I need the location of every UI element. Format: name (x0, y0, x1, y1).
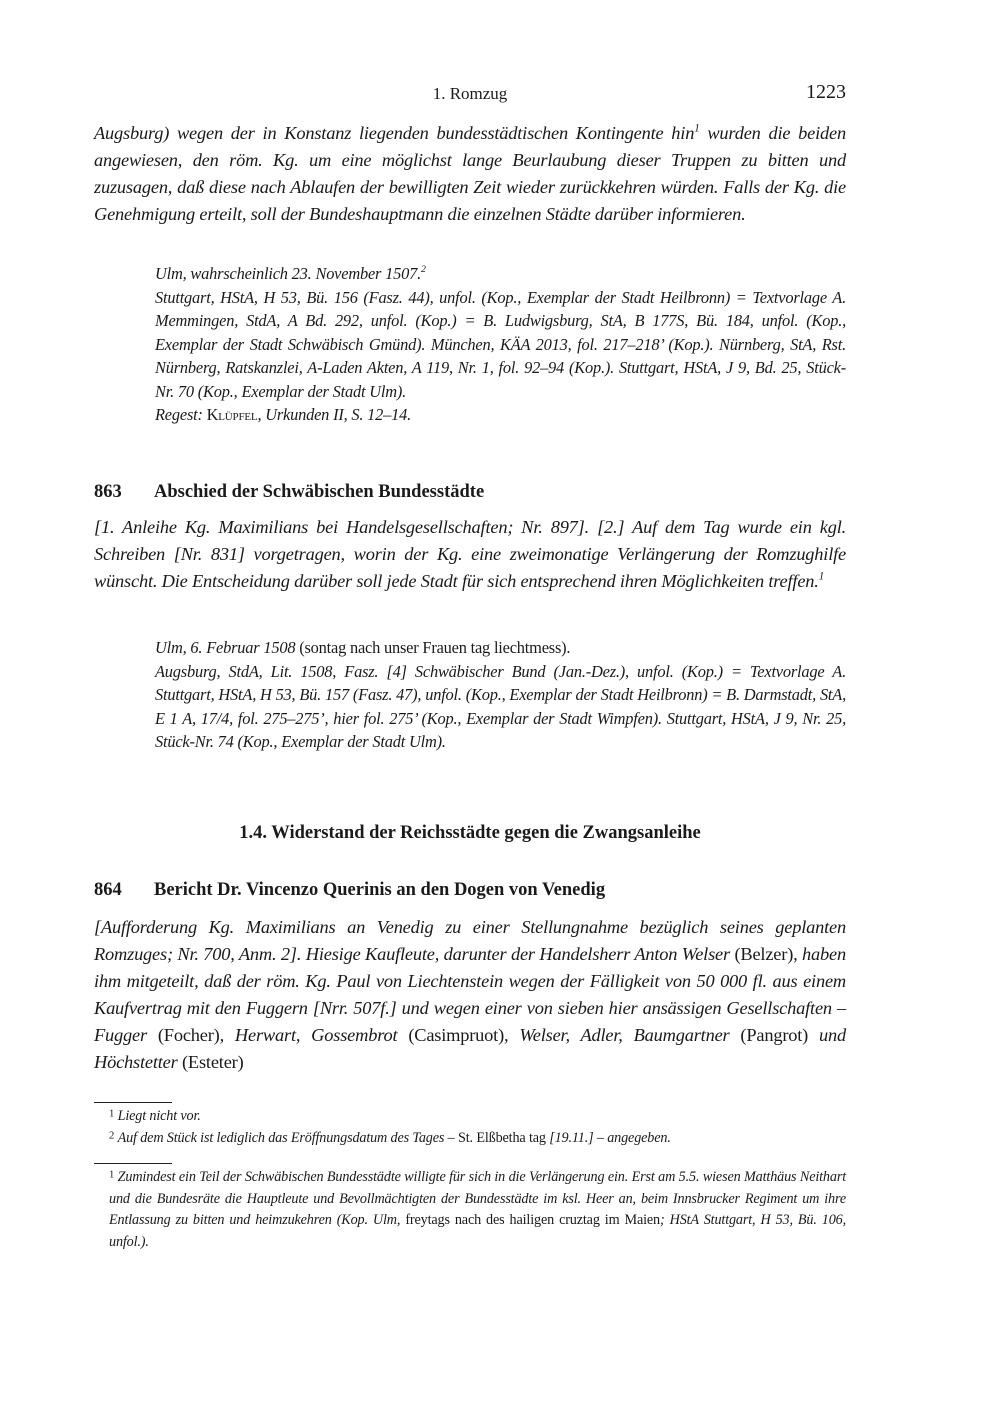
text: wurden die beiden angewiesen, den röm. Kg. um eine möglichst lange Beurlaubung dieser Truppen zu bitten und zuzusagen, daß diese nach Ablaufen der bewilligten Zeit wieder zurückkehren würden. Falls der Kg. die Genehmigung erteilt, soll der Bundeshauptmann die einzelnen Städte darüber informieren. (94, 123, 846, 224)
section-heading: 1.4. Widerstand der Reichsstädte gegen die Zwangsanleihe (239, 823, 701, 843)
date-line: Ulm, 6. Februar 1508 (sontag nach unser Frauen tag liechtmess). (155, 638, 571, 657)
source-block-863 (155, 636, 846, 754)
paragraph-continued (94, 120, 846, 228)
running-title: 1. Romzug (432, 84, 508, 103)
footnote-rule (94, 1163, 172, 1164)
footnotes-a (94, 1106, 846, 1149)
source-block-862 (155, 262, 846, 427)
footnote: $^1$ Zumindest ein Teil der Schwäbischen Bundesstädte willigte für sich in die Verlängerung ein. Erst am 5.5. wiesen Matthäus Neithart und die Bundesräte die Hauptleute und Bevollmächtigten der Bundesstädte im ksl. Heer an, beim Innsbrucker Regiment um ihre Entlassung zu bitten und heimzukehren (Kop. Ulm, freytags nach des hailigen cruztag im Maien; HStA Stuttgart, H 53, Bü. 106, unfol.). (109, 1169, 846, 1250)
document-heading-864: 864 Bericht Dr. Vincenzo Querinis an den Dogen von Venedig (94, 880, 606, 900)
page-number: 1223 (806, 81, 846, 103)
document-heading-863: 863 Abschied der Schwäbischen Bundesstädte (94, 482, 485, 502)
footnote: $^2$ Auf dem Stück ist lediglich das Eröffnungsdatum des Tages – St. Elßbetha tag [19.11.] – angegeben. (109, 1129, 671, 1146)
footnotes-b (94, 1167, 846, 1253)
footnote-rule (94, 1102, 172, 1103)
archives: Stuttgart, HStA, H 53, Bü. 156 (Fasz. 44), unfol. (Kop., Exemplar der Stadt Heilbronn) = Textvorlage A. Memmingen, StdA, A Bd. 292, unfol. (Kop.) = B. Ludwigsburg, StA, B 177S, Bü. 184, unfol. (Kop., Exemplar der Stadt Schwäbisch Gmünd). München, KÄA 2013, fol. 217–218’ (Kop.). Nürnberg, StA, Rst. Nürnberg, Ratskanzlei, A-Laden Akten, A 119, Nr. 1, fol. 92–94 (Kop.). Stuttgart, HStA, J 9, Bd. 25, Stück-Nr. 70 (Kop., Exemplar der Stadt Ulm). (155, 287, 846, 401)
text: Augsburg) wegen der in Konstanz liegenden bundesstädtischen Kontingente hin (94, 123, 695, 143)
summary-863: [1. Anleihe Kg. Maximilians bei Handelsgesellschaften; Nr. 897]. [2.] Auf dem Tag wurde ein kgl. Schreiben [Nr. 831] vorgetragen, worin der Kg. eine zweimonatige Verlängerung der Romzughilfe wünscht. Die Entscheidung darüber soll jede Stadt für sich entsprechend ihren Möglichkeiten treffen.$^1$ (94, 517, 846, 591)
date-line: Ulm, wahrscheinlich 23. November 1507.$^2$ (155, 264, 426, 283)
summary-864: [Aufforderung Kg. Maximilians an Venedig zu einer Stellungnahme bezüglich seines geplanten Romzuges; Nr. 700, Anm. 2]. Hiesige Kaufleute, darunter der Handelsherr Anton Welser (Belzer), haben ihm mitgeteilt, daß der röm. Kg. Paul von Liechtenstein wegen der Fälligkeit von 50 000 fl. aus einem Kaufvertrag mit den Fuggern [Nrr. 507f.] und wegen einer von sieben hier ansässigen Gesellschaften – Fugger (Focher), Herwart, Gossembrot (Casimpruot), Welser, Adler, Baumgartner (Pangrot) und Höchstetter (Esteter) (94, 917, 847, 1072)
regest: Regest: Klüpfel, Urkunden II, S. 12–14. (155, 405, 412, 424)
footnote-ref: 1 (694, 122, 700, 135)
footnote: $^1$ Liegt nicht vor. (109, 1108, 201, 1124)
archives: Augsburg, StdA, Lit. 1508, Fasz. [4] Schwäbischer Bund (Jan.-Dez.), unfol. (Kop.) = Textvorlage A. Stuttgart, HStA, H 53, Bü. 157 (Fasz. 47), unfol. (Kop., Exemplar der Stadt Heilbronn) = B. Darmstadt, StA, E 1 A, 17/4, fol. 275–275’, hier fol. 275’ (Kop., Exemplar der Stadt Wimpfen). Stuttgart, HStA, J 9, Nr. 25, Stück-Nr. 74 (Kop., Exemplar der Stadt Ulm). (155, 661, 846, 751)
